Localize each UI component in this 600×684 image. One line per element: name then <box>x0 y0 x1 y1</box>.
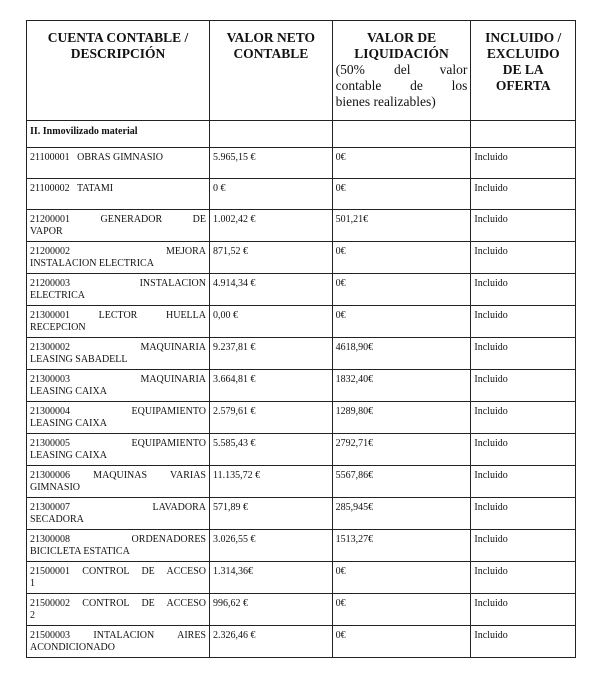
cuenta-line1: 21100001 OBRAS GIMNASIO <box>30 152 163 163</box>
cuenta-line2: BICICLETA ESTATICA <box>30 546 130 557</box>
cuenta-descripcion-cell <box>27 562 210 594</box>
cuenta-line2: LEASING CAIXA <box>30 450 107 461</box>
cuenta-descripcion-cell <box>27 466 210 498</box>
table-row <box>27 402 576 434</box>
section-empty-cell <box>332 121 471 148</box>
table-row <box>27 530 576 562</box>
header-incluido-line2: EXCLUIDO <box>486 46 560 61</box>
cuenta-line1: 21200003 INSTALACION <box>30 278 206 289</box>
valor-neto-cell: 11.135,72 € <box>210 466 333 498</box>
valor-neto-cell: 5.965,15 € <box>210 148 333 179</box>
header-valor-liquidacion <box>332 21 471 121</box>
cuenta-line1: 21300003 MAQUINARIA <box>30 374 206 385</box>
cuenta-line2: RECEPCION <box>30 322 86 333</box>
table-row <box>27 179 576 210</box>
estado-oferta-cell: Incluido <box>471 594 576 626</box>
valor-neto-cell: 9.237,81 € <box>210 338 333 370</box>
cuenta-line2: 1 <box>30 578 35 589</box>
valor-liquidacion-cell: 1832,40€ <box>332 370 471 402</box>
valor-liquidacion-cell: 0€ <box>332 274 471 306</box>
estado-oferta-cell: Incluido <box>471 434 576 466</box>
cuenta-descripcion-cell <box>27 148 210 179</box>
valor-liquidacion-cell: 0€ <box>332 306 471 338</box>
estado-oferta-cell: Incluido <box>471 466 576 498</box>
valor-neto-cell: 0,00 € <box>210 306 333 338</box>
header-liq-note1: (50% del valor <box>335 62 468 77</box>
cuenta-line1: 21300004 EQUIPAMIENTO <box>30 406 206 417</box>
valor-liquidacion-cell: 0€ <box>332 562 471 594</box>
cuenta-line2: GIMNASIO <box>30 482 80 493</box>
cuenta-line1: 21300008 ORDENADORES <box>30 534 206 545</box>
table-row <box>27 562 576 594</box>
header-cuenta <box>27 21 210 121</box>
valor-neto-cell: 996,62 € <box>210 594 333 626</box>
cuenta-line1: 21300002 MAQUINARIA <box>30 342 206 353</box>
section-empty-cell <box>210 121 333 148</box>
estado-oferta-cell: Incluido <box>471 626 576 658</box>
cuenta-line2: 2 <box>30 610 35 621</box>
valor-neto-cell: 0 € <box>210 179 333 210</box>
section-row <box>27 121 576 148</box>
cuenta-descripcion-cell <box>27 402 210 434</box>
asset-table <box>26 20 576 658</box>
cuenta-line1: 21100002 TATAMI <box>30 183 114 194</box>
estado-oferta-cell: Incluido <box>471 498 576 530</box>
cuenta-line1: 21300006 MAQUINAS VARIAS <box>30 470 206 481</box>
estado-oferta-cell: Incluido <box>471 338 576 370</box>
estado-oferta-cell: Incluido <box>471 306 576 338</box>
estado-oferta-cell: Incluido <box>471 179 576 210</box>
cuenta-descripcion-cell <box>27 274 210 306</box>
valor-neto-cell: 1.002,42 € <box>210 210 333 242</box>
estado-oferta-cell: Incluido <box>471 242 576 274</box>
valor-liquidacion-cell: 0€ <box>332 179 471 210</box>
valor-neto-cell: 3.026,55 € <box>210 530 333 562</box>
header-liq-line1: VALOR DE <box>366 30 437 45</box>
table-header-row <box>27 21 576 121</box>
table-row <box>27 466 576 498</box>
table-row <box>27 434 576 466</box>
header-liq-note3: bienes realizables) <box>335 94 436 109</box>
cuenta-descripcion-cell <box>27 434 210 466</box>
section-empty-cell <box>471 121 576 148</box>
valor-neto-cell: 3.664,81 € <box>210 370 333 402</box>
header-liq-note2: contable de los <box>335 78 468 93</box>
valor-liquidacion-cell: 1289,80€ <box>332 402 471 434</box>
cuenta-line2: VAPOR <box>30 226 63 237</box>
header-incluido <box>471 21 576 121</box>
section-title: II. Inmovilizado material <box>27 121 210 148</box>
valor-liquidacion-cell: 285,945€ <box>332 498 471 530</box>
cuenta-line1: 21500001 CONTROL DE ACCESO <box>30 566 206 577</box>
valor-neto-cell: 571,89 € <box>210 498 333 530</box>
header-liq-line2: LIQUIDACIÓN <box>354 46 449 61</box>
cuenta-line1: 21500002 CONTROL DE ACCESO <box>30 598 206 609</box>
cuenta-descripcion-cell <box>27 338 210 370</box>
table-row <box>27 498 576 530</box>
valor-liquidacion-cell: 0€ <box>332 148 471 179</box>
cuenta-descripcion-cell <box>27 594 210 626</box>
header-valor-neto-line2: CONTABLE <box>233 46 309 61</box>
cuenta-descripcion-cell <box>27 210 210 242</box>
estado-oferta-cell: Incluido <box>471 148 576 179</box>
estado-oferta-cell: Incluido <box>471 530 576 562</box>
estado-oferta-cell: Incluido <box>471 210 576 242</box>
table-row <box>27 370 576 402</box>
table-row <box>27 210 576 242</box>
header-cuenta-line1: CUENTA CONTABLE / <box>47 30 189 45</box>
cuenta-descripcion-cell <box>27 626 210 658</box>
header-valor-neto <box>210 21 333 121</box>
table-row <box>27 594 576 626</box>
valor-liquidacion-cell: 1513,27€ <box>332 530 471 562</box>
estado-oferta-cell: Incluido <box>471 562 576 594</box>
header-incluido-line4: OFERTA <box>495 78 551 93</box>
valor-liquidacion-cell: 501,21€ <box>332 210 471 242</box>
cuenta-line2: ACONDICIONADO <box>30 642 115 653</box>
table-row <box>27 306 576 338</box>
valor-neto-cell: 2.326,46 € <box>210 626 333 658</box>
table-row <box>27 274 576 306</box>
valor-liquidacion-cell: 0€ <box>332 242 471 274</box>
cuenta-line2: ELECTRICA <box>30 290 85 301</box>
cuenta-descripcion-cell <box>27 498 210 530</box>
cuenta-descripcion-cell <box>27 370 210 402</box>
cuenta-line2: INSTALACION ELECTRICA <box>30 258 154 269</box>
cuenta-line1: 21500003 INTALACION AIRES <box>30 630 206 641</box>
cuenta-line2: LEASING CAIXA <box>30 386 107 397</box>
cuenta-descripcion-cell <box>27 306 210 338</box>
cuenta-descripcion-cell <box>27 530 210 562</box>
header-valor-neto-line1: VALOR NETO <box>226 30 316 45</box>
header-incluido-line1: INCLUIDO / <box>485 30 562 45</box>
header-cuenta-line2: DESCRIPCIÓN <box>70 46 166 61</box>
cuenta-line1: 21300001 LECTOR HUELLA <box>30 310 206 321</box>
valor-neto-cell: 5.585,43 € <box>210 434 333 466</box>
valor-neto-cell: 1.314,36€ <box>210 562 333 594</box>
cuenta-descripcion-cell <box>27 242 210 274</box>
cuenta-line2: LEASING CAIXA <box>30 418 107 429</box>
cuenta-descripcion-cell <box>27 179 210 210</box>
cuenta-line1: 21300005 EQUIPAMIENTO <box>30 438 206 449</box>
valor-liquidacion-cell: 2792,71€ <box>332 434 471 466</box>
estado-oferta-cell: Incluido <box>471 370 576 402</box>
header-incluido-line3: DE LA <box>502 62 544 77</box>
valor-liquidacion-cell: 5567,86€ <box>332 466 471 498</box>
valor-liquidacion-cell: 0€ <box>332 626 471 658</box>
cuenta-line1: 21300007 LAVADORA <box>30 502 206 513</box>
cuenta-line1: 21200002 MEJORA <box>30 246 206 257</box>
cuenta-line1: 21200001 GENERADOR DE <box>30 214 206 225</box>
valor-liquidacion-cell: 4618,90€ <box>332 338 471 370</box>
table-row <box>27 148 576 179</box>
table-row <box>27 242 576 274</box>
estado-oferta-cell: Incluido <box>471 402 576 434</box>
table-row <box>27 626 576 658</box>
cuenta-line2: SECADORA <box>30 514 84 525</box>
valor-liquidacion-cell: 0€ <box>332 594 471 626</box>
estado-oferta-cell: Incluido <box>471 274 576 306</box>
valor-neto-cell: 871,52 € <box>210 242 333 274</box>
valor-neto-cell: 2.579,61 € <box>210 402 333 434</box>
cuenta-line2: LEASING SABADELL <box>30 354 128 365</box>
table-row <box>27 338 576 370</box>
table-body <box>27 148 576 658</box>
valor-neto-cell: 4.914,34 € <box>210 274 333 306</box>
